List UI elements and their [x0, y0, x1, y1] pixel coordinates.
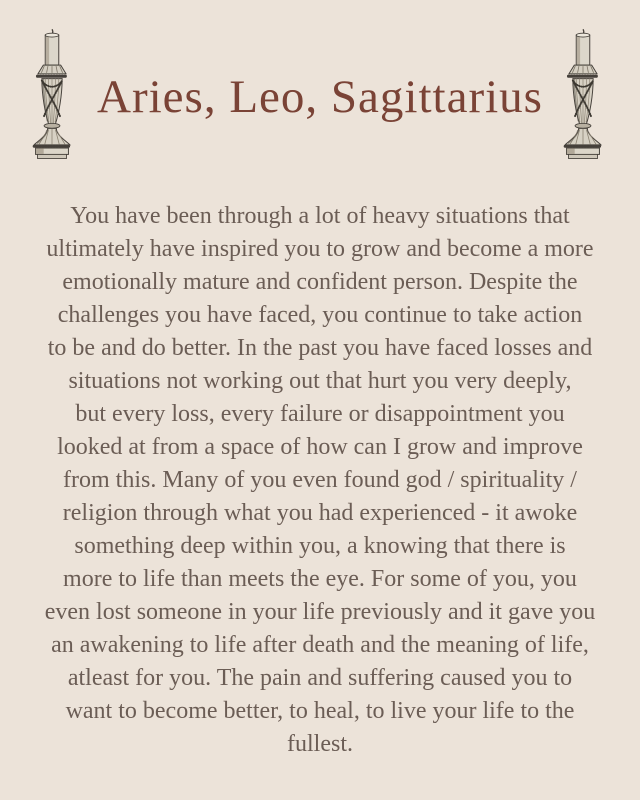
text-line: something deep within you, a knowing that there is	[74, 533, 566, 559]
candlestick-icon-right	[554, 26, 612, 168]
text-line: an awakening to life after death and the meaning of life,	[51, 632, 589, 658]
page-title: Aries, Leo, Sagittarius	[97, 71, 543, 123]
reading-paragraph	[30, 200, 610, 761]
text-line: looked at from a space of how can I grow and improve	[57, 434, 583, 460]
text-line: atleast for you. The pain and suffering caused you to	[67, 665, 573, 691]
candlestick-icon	[554, 26, 612, 168]
text-line: ultimately have inspired you to grow and become a more	[46, 236, 594, 262]
text-line: even lost someone in your life previously and it gave you	[44, 599, 596, 625]
text-line: fullest.	[287, 731, 353, 757]
text-line: emotionally mature and confident person. Despite the	[62, 269, 578, 295]
text-line: religion through what you had experienced - it awoke	[62, 500, 578, 526]
text-line: situations not working out that hurt you very deeply,	[68, 368, 572, 394]
text-line: want to become better, to heal, to live your life to the	[65, 698, 575, 724]
text-line: but every loss, every failure or disappointment you	[75, 401, 565, 427]
text-line: You have been through a lot of heavy situations that	[70, 203, 570, 229]
text-line: from this. Many of you even found god / spirituality /	[63, 467, 577, 493]
text-line: more to life than meets the eye. For some of you, you	[63, 566, 577, 592]
text-line: to be and do better. In the past you have faced losses and	[47, 335, 593, 361]
text-line: challenges you have faced, you continue to take action	[57, 302, 583, 328]
